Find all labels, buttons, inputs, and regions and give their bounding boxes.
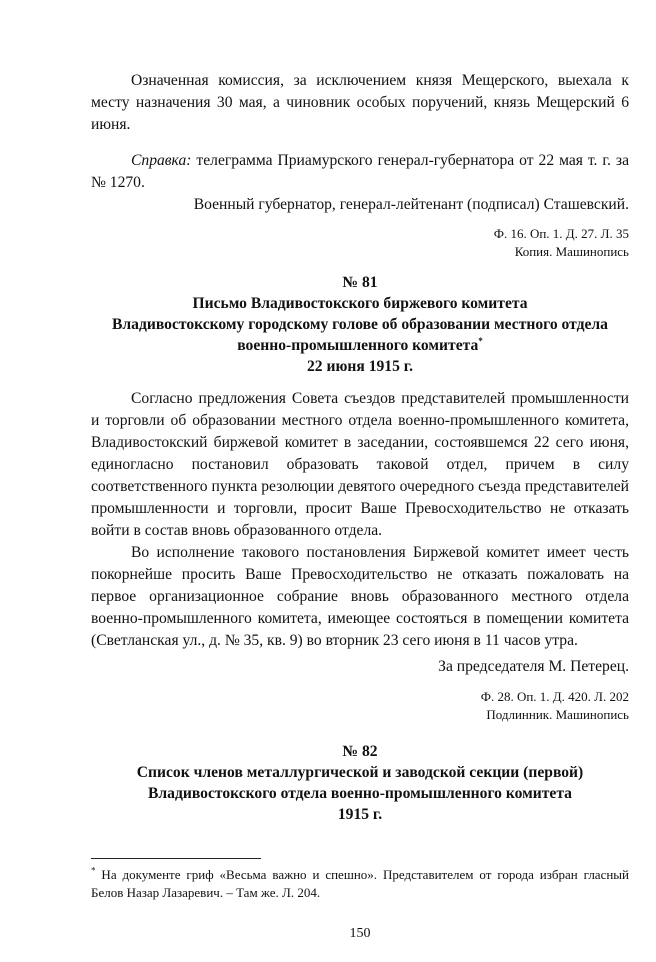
- doc81-footnote-mark: *: [478, 335, 483, 346]
- footnote: [91, 866, 629, 902]
- doc81-title-line-1: Письмо Владивостокского биржевого комитета: [192, 295, 528, 312]
- intro-source-archive: Ф. 16. Оп. 1. Д. 27. Л. 35: [493, 226, 629, 241]
- doc81-paragraph-2: Во исполнение такового постановления Биржевой комитет имеет честь покорнейше просить Ваше Превосходительство не отказать пожаловать на первое организационное собрание вновь образованного местного отдела военно-промышленного комитета, имеющее состояться в помещении комитета (Светланская ул., д. № 35, кв. 9) во вторник 23 сего июня в 11 часов утра.: [91, 544, 629, 649]
- spravka-paragraph: [91, 150, 629, 194]
- doc81-date: 22 июня 1915 г.: [306, 358, 414, 375]
- spravka-text: телеграмма Приамурского генерал-губернатора от 22 мая т. г. за № 1270.: [91, 152, 629, 191]
- intro-signature-block: [91, 194, 629, 216]
- footnote-mark: *: [91, 865, 96, 876]
- intro-source: [91, 225, 629, 261]
- doc81-source-archive: Ф. 28. Оп. 1. Д. 420. Л. 202: [480, 689, 629, 704]
- doc81-source-type: Подлинник. Машинопись: [486, 707, 629, 722]
- doc81-title-line-2: Владивостокскому городскому голове об образовании местного отдела: [112, 316, 608, 333]
- doc81-heading: [91, 272, 629, 377]
- doc82-title-line-2: Владивостокского отдела военно-промышленного комитета: [148, 785, 572, 802]
- doc81-source: [91, 688, 629, 724]
- doc82-heading: [91, 741, 629, 825]
- doc82-title-line-1: Список членов металлургической и заводской секции (первой): [136, 764, 584, 781]
- doc81-paragraph-1: Согласно предложения Совета съездов представителей промышленности и торговли об образовании местного отдела военно-промышленного комитета, Владивостокский биржевой комитет в заседании, состоявшемся 22 сего июня, единогласно постановил образовать таковой отдел, причем в силу соответственного пункта резолюции девятого очередного съезда представителей промышленности и торговли, просит Ваше Превосходительство не отказать войти в состав вновь образованного отдела.: [91, 390, 629, 539]
- doc81-title-line-3: военно-промышленного комитета: [237, 337, 479, 354]
- doc82-date: 1915 г.: [337, 806, 383, 823]
- doc81-signature: За председателя М. Петерец.: [438, 658, 629, 675]
- intro-section: [91, 70, 629, 136]
- page-number: 150: [349, 926, 371, 941]
- doc81-title-line-3-wrap: [91, 335, 629, 356]
- intro-source-type: Копия. Машинопись: [514, 244, 629, 259]
- intro-paragraph: Означенная комиссия, за исключением князя Мещерского, выехала к месту назначения 30 мая, а чиновник особых поручений, князь Мещерский 6 июня.: [91, 72, 629, 133]
- doc81-number: № 81: [342, 274, 378, 291]
- footnote-text: На документе гриф «Весьма важно и спешно». Представителем от города избран гласный Белов Назар Лазаревич. – Там же. Л. 204.: [91, 867, 629, 900]
- intro-signature: Военный губернатор, генерал-лейтенант (подписал) Сташевский.: [193, 196, 629, 213]
- spravka-label: Справка:: [131, 152, 192, 169]
- doc82-number: № 82: [342, 743, 378, 760]
- spravka-block: [91, 150, 629, 194]
- footnote-divider: [91, 858, 261, 859]
- doc81-body: [91, 388, 629, 678]
